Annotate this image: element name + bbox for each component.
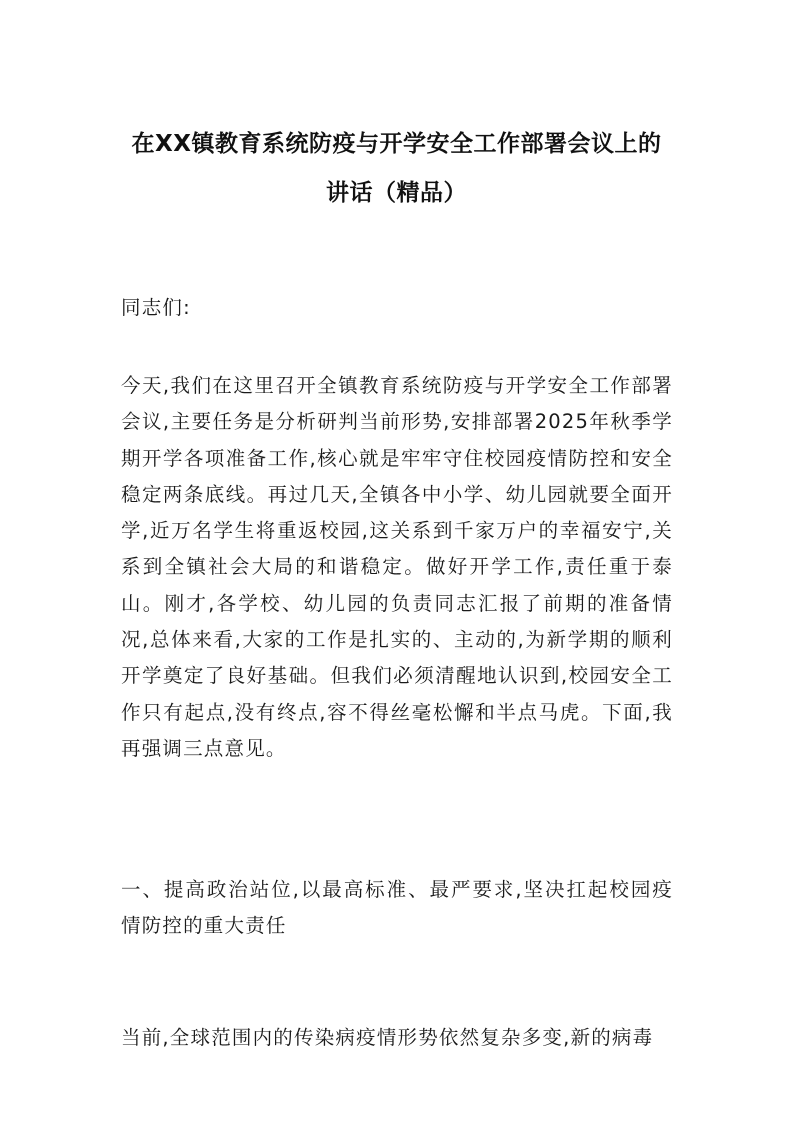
document-title-line2: 讲话（精品）: [326, 180, 467, 206]
paragraph-intro: 今天,我们在这里召开全镇教育系统防疫与开学安全工作部署会议,主要任务是分析研判当前形势,安排部署2025年秋季学期开学各项准备工作,核心就是牢牢守住校园疫情防控和安全稳定两条底线。再过几天,全镇各中小学、幼儿园就要全面开学,近万名学生将重返校园,这关系到千家万户的幸福安宁,关系到全镇社会大局的和谐稳定。做好开学工作,责任重于泰山。刚才,各学校、幼儿园的负责同志汇报了前期的准备情况,总体来看,大家的工作是扎实的、主动的,为新学期的顺利开学奠定了良好基础。但我们必须清醒地认识到,校园安全工作只有起点,没有终点,容不得丝毫松懈和半点马虎。下面,我再强调三点意见。: [121, 374, 673, 760]
paragraph-section-1: 当前,全球范围内的传染病疫情形势依然复杂多变,新的病毒: [121, 1026, 654, 1049]
section-heading-1: 一、提高政治站位,以最高标准、最严要求,坚决扛起校园疫情防控的重大责任: [121, 878, 673, 938]
document-title-line1: 在XX镇教育系统防疫与开学安全工作部署会议上的: [131, 131, 662, 157]
salutation: 同志们:: [121, 296, 191, 319]
